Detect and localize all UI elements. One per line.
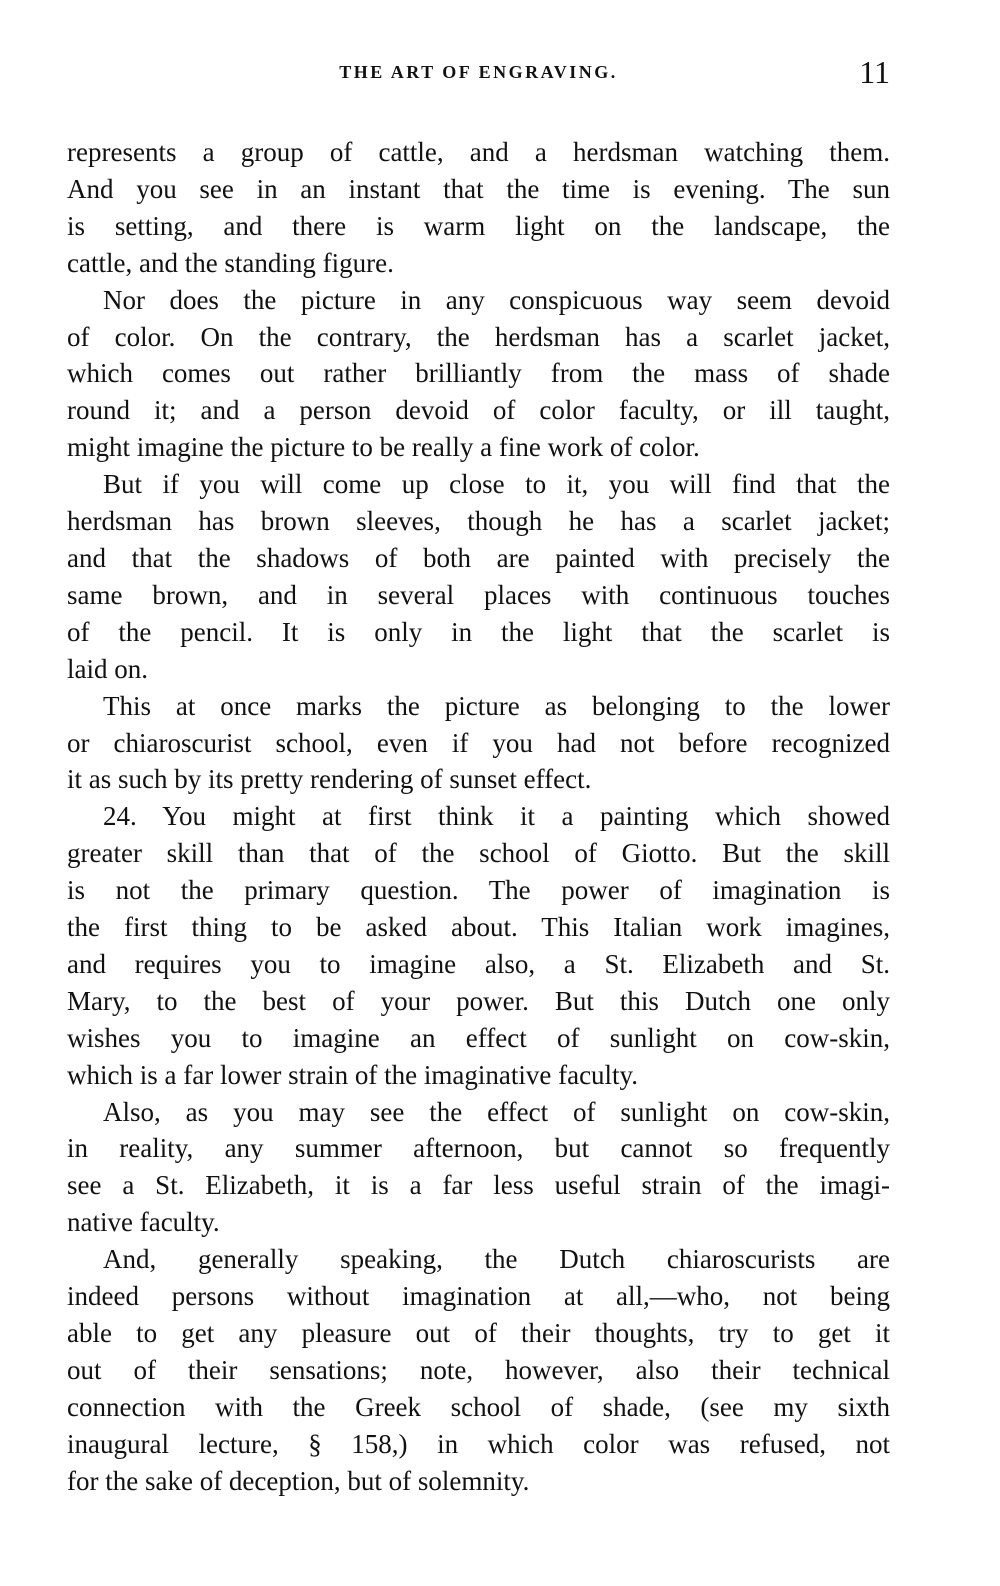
text-line: native faculty. <box>67 1207 220 1238</box>
text-line: Mary, to the best of your power. But this Dutch one only <box>67 985 890 1016</box>
text-line: for the sake of deception, but of solemnity. <box>67 1465 530 1496</box>
text-line: laid on. <box>67 653 148 684</box>
text-line: wishes you to imagine an effect of sunlight on cow-skin, <box>67 1022 890 1053</box>
text-line: in reality, any summer afternoon, but cannot so frequently <box>67 1133 890 1164</box>
paragraph-section-24 <box>67 798 890 1093</box>
text-line: greater skill than that of the school of Giotto. But the skill <box>67 838 890 869</box>
paragraph <box>67 466 890 687</box>
paragraph <box>67 1241 890 1499</box>
text-line: of color. On the contrary, the herdsman has a scarlet jacket, <box>67 321 890 352</box>
text-line: is setting, and there is warm light on the landscape, the <box>67 210 890 241</box>
text-line: indeed persons without imagination at all,—who, not being <box>67 1281 890 1312</box>
page-number: 11 <box>859 54 890 90</box>
text-line: 24. You might at first think it a painting which showed <box>103 801 890 832</box>
text-line: able to get any pleasure out of their thoughts, try to get it <box>67 1318 890 1348</box>
text-line: which comes out rather brilliantly from the mass of shade <box>67 358 890 389</box>
text-line: herdsman has brown sleeves, though he has a scarlet jacket; <box>67 506 890 537</box>
text-line: of the pencil. It is only in the light that the scarlet is <box>67 616 890 647</box>
paragraph-continued <box>67 134 890 282</box>
text-line: out of their sensations; note, however, also their technical <box>67 1354 890 1385</box>
text-line: it as such by its pretty rendering of sunset effect. <box>67 764 592 795</box>
text-line: or chiaroscurist school, even if you had not before recognized <box>67 727 890 758</box>
body-text <box>67 134 890 1500</box>
text-line: And you see in an instant that the time is evening. The sun <box>67 173 890 204</box>
text-line: cattle, and the standing figure. <box>67 247 394 278</box>
paragraph <box>67 282 890 467</box>
text-line: might imagine the picture to be really a fine work of color. <box>67 432 700 463</box>
running-title: THE ART OF ENGRAVING. <box>339 62 618 82</box>
text-line: Nor does the picture in any conspicuous way seem devoid <box>103 284 890 315</box>
text-line: see a St. Elizabeth, it is a far less useful strain of the imagi- <box>67 1170 890 1201</box>
text-line: and that the shadows of both are painted with precisely the <box>67 542 890 573</box>
text-line: And, generally speaking, the Dutch chiaroscurists are <box>103 1244 890 1275</box>
text-line: connection with the Greek school of shade, (see my sixth <box>67 1391 890 1422</box>
text-line: same brown, and in several places with continuous touches <box>67 579 890 610</box>
text-line: and requires you to imagine also, a St. Elizabeth and St. <box>67 948 890 979</box>
text-line: This at once marks the picture as belonging to the lower <box>103 690 890 721</box>
text-line: Also, as you may see the effect of sunlight on cow-skin, <box>103 1096 890 1127</box>
text-line: But if you will come up close to it, you will find that the <box>103 469 890 500</box>
text-line: round it; and a person devoid of color faculty, or ill taught, <box>67 395 890 426</box>
text-line: represents a group of cattle, and a herdsman watching them. <box>67 137 890 167</box>
running-head <box>67 52 890 92</box>
paragraph <box>67 1094 890 1242</box>
text-line: is not the primary question. The power of imagination is <box>67 875 890 906</box>
book-page <box>67 52 890 1500</box>
text-line: the first thing to be asked about. This Italian work imagines, <box>67 912 890 943</box>
text-line: which is a far lower strain of the imaginative faculty. <box>67 1059 639 1090</box>
paragraph <box>67 688 890 799</box>
text-line: inaugural lecture, § 158,) in which color was refused, not <box>67 1428 890 1459</box>
